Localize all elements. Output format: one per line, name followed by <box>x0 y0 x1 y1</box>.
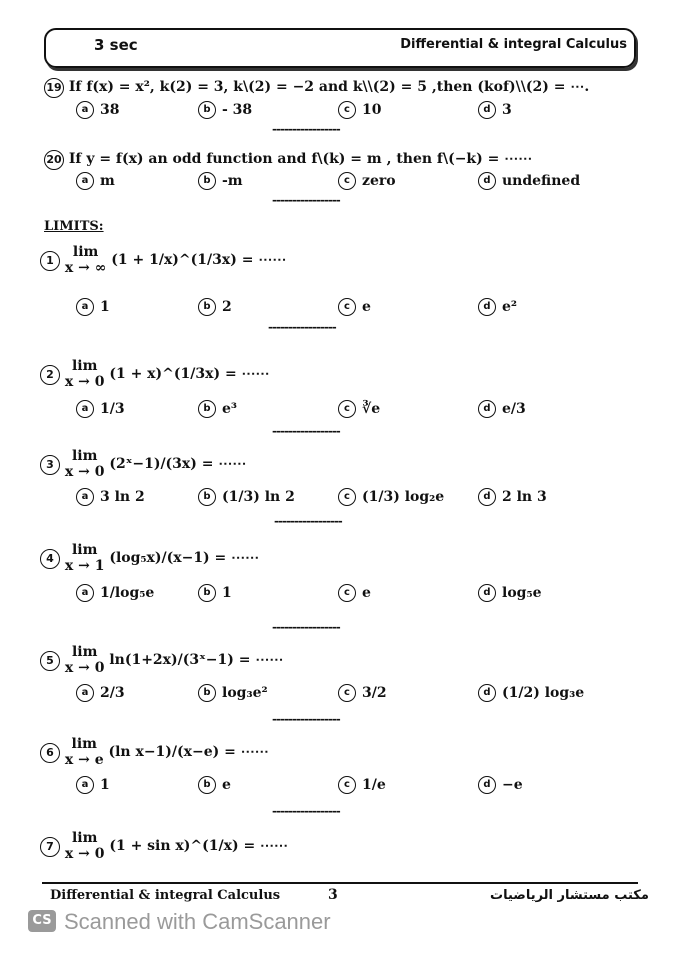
option-letter: c <box>338 400 356 418</box>
option-letter: a <box>76 776 94 794</box>
option-c[interactable]: c e <box>338 298 371 316</box>
limit-operator: lim x → ∞ <box>64 244 107 276</box>
option-letter: a <box>76 584 94 602</box>
option-a[interactable]: a 1/log₅e <box>76 584 154 602</box>
option-letter: d <box>478 101 496 119</box>
option-letter: c <box>338 101 356 119</box>
limit-operator: lim x → 0 <box>64 830 105 862</box>
option-b[interactable]: b 1 <box>198 584 232 602</box>
option-letter: d <box>478 776 496 794</box>
footer-subject: Differential & integral Calculus <box>50 888 281 903</box>
option-a[interactable]: a 1 <box>76 776 110 794</box>
option-a[interactable]: a 38 <box>76 101 119 119</box>
limit-expression: (2ˣ−1)/(3x) = ⋯⋯ <box>109 456 247 472</box>
limit-question-1 <box>40 244 286 276</box>
option-b[interactable]: b e <box>198 776 231 794</box>
separator: ----------------- <box>272 712 340 726</box>
option-a[interactable]: a 1/3 <box>76 400 125 418</box>
question-number: 7 <box>40 837 60 857</box>
option-b[interactable]: b - 38 <box>198 101 252 119</box>
option-letter: b <box>198 684 216 702</box>
option-letter: c <box>338 684 356 702</box>
footer-divider <box>42 882 638 884</box>
option-c[interactable]: c zero <box>338 172 396 190</box>
question-20 <box>44 150 532 170</box>
limit-expression: (1 + x)^(1/3x) = ⋯⋯ <box>109 366 270 382</box>
question-number: 3 <box>40 455 60 475</box>
question-number: 1 <box>40 251 60 271</box>
limit-expression: (1 + 1/x)^(1/3x) = ⋯⋯ <box>111 252 287 268</box>
separator: ----------------- <box>272 193 340 207</box>
option-a[interactable]: a 3 ln 2 <box>76 488 145 506</box>
option-c[interactable]: c e <box>338 584 371 602</box>
option-a[interactable]: a 2/3 <box>76 684 125 702</box>
option-letter: a <box>76 101 94 119</box>
question-text: If f(x) = x², k(2) = 3, k\(2) = −2 and k\\(2) = 5 ,then (kof)\\(2) = ⋯. <box>68 79 590 95</box>
option-letter: a <box>76 684 94 702</box>
question-19 <box>44 78 589 98</box>
option-letter: b <box>198 488 216 506</box>
option-letter: c <box>338 488 356 506</box>
header-subject: Differential & integral Calculus <box>400 37 627 52</box>
limit-expression: (1 + sin x)^(1/x) = ⋯⋯ <box>109 838 289 854</box>
separator: ----------------- <box>272 424 340 438</box>
option-b[interactable]: b e³ <box>198 400 237 418</box>
question-number: 20 <box>44 150 64 170</box>
scanner-watermark: Scanned with CamScanner <box>64 909 331 934</box>
option-d[interactable]: d (1/2) log₃e <box>478 684 584 702</box>
option-d[interactable]: d −e <box>478 776 523 794</box>
limit-operator: lim x → 0 <box>64 448 105 480</box>
question-number: 4 <box>40 549 60 569</box>
option-c[interactable]: c 1/e <box>338 776 386 794</box>
option-d[interactable]: d undefined <box>478 172 580 190</box>
option-letter: d <box>478 684 496 702</box>
option-d[interactable]: d e² <box>478 298 517 316</box>
option-letter: d <box>478 584 496 602</box>
limit-operator: lim x → 0 <box>64 644 105 676</box>
option-letter: a <box>76 172 94 190</box>
question-text: If y = f(x) an odd function and f\(k) = m , then f\(−k) = ⋯⋯ <box>68 151 533 167</box>
option-b[interactable]: b 2 <box>198 298 232 316</box>
separator: ----------------- <box>272 122 340 136</box>
limit-operator: lim x → 1 <box>64 542 105 574</box>
header-grade: 3 sec <box>94 36 138 54</box>
option-c[interactable]: c (1/3) log₂e <box>338 488 444 506</box>
separator: ----------------- <box>272 620 340 634</box>
option-letter: b <box>198 776 216 794</box>
option-letter: c <box>338 298 356 316</box>
option-letter: b <box>198 101 216 119</box>
option-a[interactable]: a m <box>76 172 115 190</box>
option-letter: a <box>76 488 94 506</box>
question-number: 6 <box>40 743 60 763</box>
option-letter: b <box>198 400 216 418</box>
limit-question-4 <box>40 542 259 574</box>
separator: ----------------- <box>272 804 340 818</box>
option-d[interactable]: d log₅e <box>478 584 541 602</box>
camscanner-logo-icon: CS <box>28 910 56 932</box>
option-letter: d <box>478 488 496 506</box>
option-letter: b <box>198 172 216 190</box>
question-number: 2 <box>40 365 60 385</box>
separator: ----------------- <box>268 320 336 334</box>
limit-operator: lim x → e <box>64 736 104 768</box>
option-b[interactable]: b log₃e² <box>198 684 268 702</box>
footer-publisher: مكتب مستشار الرياضيات <box>490 888 649 903</box>
option-letter: c <box>338 776 356 794</box>
limit-question-3 <box>40 448 246 480</box>
option-letter: b <box>198 298 216 316</box>
option-b[interactable]: b (1/3) ln 2 <box>198 488 295 506</box>
limit-question-2 <box>40 358 270 390</box>
limit-expression: (log₅x)/(x−1) = ⋯⋯ <box>109 550 260 566</box>
option-b[interactable]: b -m <box>198 172 243 190</box>
option-d[interactable]: d 2 ln 3 <box>478 488 547 506</box>
option-a[interactable]: a 1 <box>76 298 110 316</box>
option-d[interactable]: d e/3 <box>478 400 526 418</box>
question-number: 19 <box>44 78 64 98</box>
option-letter: d <box>478 400 496 418</box>
question-number: 5 <box>40 651 60 671</box>
page-number: 3 <box>328 887 338 903</box>
option-letter: c <box>338 584 356 602</box>
option-c[interactable]: c 3/2 <box>338 684 387 702</box>
limit-question-6 <box>40 736 269 768</box>
option-letter: a <box>76 400 94 418</box>
option-c[interactable]: c 10 <box>338 101 381 119</box>
option-letter: c <box>338 172 356 190</box>
limit-operator: lim x → 0 <box>64 358 105 390</box>
option-letter: b <box>198 584 216 602</box>
limit-question-5 <box>40 644 283 676</box>
option-c[interactable]: c ∛e <box>338 400 380 418</box>
option-letter: d <box>478 298 496 316</box>
limit-expression: (ln x−1)/(x−e) = ⋯⋯ <box>108 744 269 760</box>
option-d[interactable]: d 3 <box>478 101 512 119</box>
limit-expression: ln(1+2x)/(3ˣ−1) = ⋯⋯ <box>109 652 284 668</box>
separator: ----------------- <box>274 514 342 528</box>
option-letter: a <box>76 298 94 316</box>
section-title: LIMITS: <box>44 219 104 234</box>
option-letter: d <box>478 172 496 190</box>
limit-question-7 <box>40 830 288 862</box>
